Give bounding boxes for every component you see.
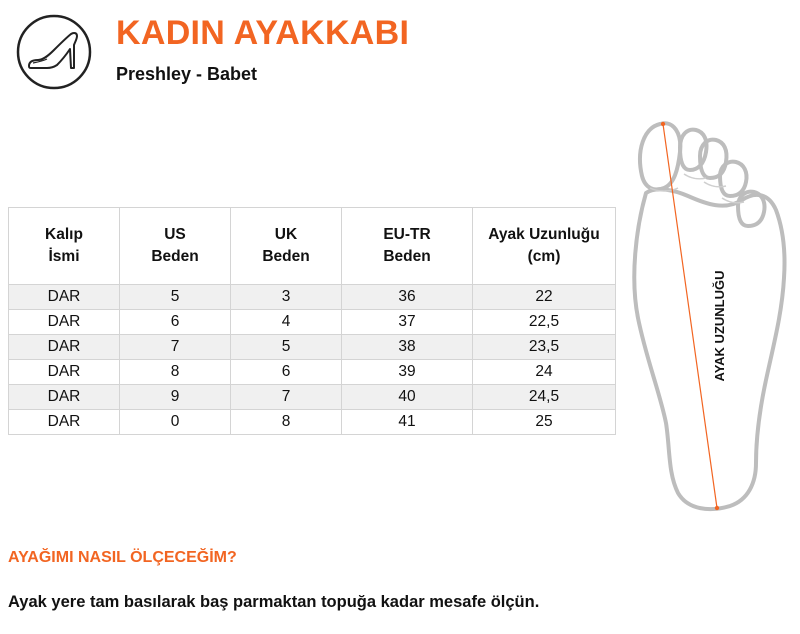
- table-row: [9, 335, 616, 360]
- table-cell: 4: [231, 310, 342, 335]
- table-row: [9, 285, 616, 310]
- table-row: [9, 410, 616, 435]
- table-cell: 22: [473, 285, 616, 310]
- table-cell: DAR: [9, 385, 120, 410]
- table-cell: 3: [231, 285, 342, 310]
- column-header: Kalıp İsmi: [9, 208, 120, 285]
- page-title: KADIN AYAKKABI: [116, 14, 410, 52]
- product-subtitle: Preshley - Babet: [116, 64, 258, 84]
- table-cell: 8: [231, 410, 342, 435]
- table-cell: 24,5: [473, 385, 616, 410]
- table-cell: DAR: [9, 310, 120, 335]
- table-cell: 6: [231, 360, 342, 385]
- table-row: [9, 360, 616, 385]
- foot-outline-icon: [630, 118, 790, 514]
- table-row: [9, 310, 616, 335]
- table-header-row: [9, 208, 616, 285]
- table-cell: 41: [342, 410, 473, 435]
- column-header: EU-TR Beden: [342, 208, 473, 285]
- table-cell: 22,5: [473, 310, 616, 335]
- foot-length-label: AYAK UZUNLUĞU: [712, 270, 727, 382]
- table-cell: 37: [342, 310, 473, 335]
- table-cell: DAR: [9, 410, 120, 435]
- howto-heading: AYAĞIMI NASIL ÖLÇECEĞİM?: [8, 549, 237, 566]
- table-cell: DAR: [9, 360, 120, 385]
- table-cell: 24: [473, 360, 616, 385]
- table-cell: 36: [342, 285, 473, 310]
- table-cell: 25: [473, 410, 616, 435]
- howto-text: Ayak yere tam basılarak baş parmaktan topuğa kadar mesafe ölçün.: [8, 593, 540, 611]
- table-cell: 7: [231, 385, 342, 410]
- table-cell: DAR: [9, 285, 120, 310]
- table-cell: 7: [120, 335, 231, 360]
- table-cell: 0: [120, 410, 231, 435]
- table-cell: 5: [120, 285, 231, 310]
- column-header: US Beden: [120, 208, 231, 285]
- table-cell: 6: [120, 310, 231, 335]
- table-cell: 39: [342, 360, 473, 385]
- table-cell: 23,5: [473, 335, 616, 360]
- table-cell: 9: [120, 385, 231, 410]
- table-row: [9, 385, 616, 410]
- table-cell: 38: [342, 335, 473, 360]
- table-cell: 8: [120, 360, 231, 385]
- table-cell: DAR: [9, 335, 120, 360]
- table-cell: 5: [231, 335, 342, 360]
- column-header: Ayak Uzunluğu (cm): [473, 208, 616, 285]
- column-header: UK Beden: [231, 208, 342, 285]
- high-heel-shoe-icon: [16, 14, 92, 90]
- table-cell: 40: [342, 385, 473, 410]
- size-table: [8, 207, 616, 435]
